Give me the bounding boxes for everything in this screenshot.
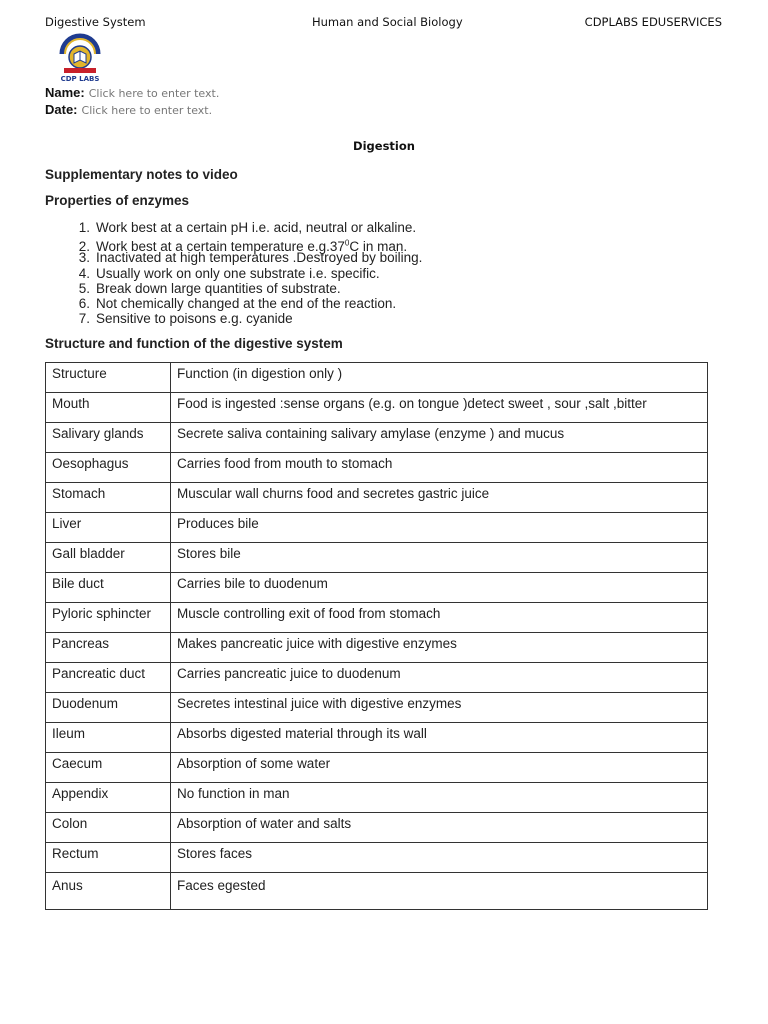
date-input[interactable]: Click here to enter text. <box>81 104 213 117</box>
list-item: 2. Work best at a certain temperature $e.g.37^0C$ in man. <box>78 238 408 254</box>
structure-cell: Mouth <box>46 393 171 423</box>
table-header-cell: Function (in digestion only ) <box>171 363 708 393</box>
list-item: 5. Break down large quantities of substrate. <box>78 280 341 296</box>
heading-supplementary: Supplementary notes to video <box>45 167 238 182</box>
structure-cell: Appendix <box>46 783 171 813</box>
table-header-row <box>46 363 708 393</box>
table-row <box>46 753 708 783</box>
function-cell: Carries pancreatic juice to duodenum <box>171 663 708 693</box>
heading-structure-function: Structure and function of the digestive system <box>45 336 343 351</box>
table-row <box>46 813 708 843</box>
function-cell: Absorption of some water <box>171 753 708 783</box>
table-row <box>46 873 708 910</box>
function-cell: Carries food from mouth to stomach <box>171 453 708 483</box>
function-cell: Stores faces <box>171 843 708 873</box>
function-cell: Makes pancreatic juice with digestive enzymes <box>171 633 708 663</box>
function-cell: No function in man <box>171 783 708 813</box>
table-row <box>46 843 708 873</box>
table-row <box>46 783 708 813</box>
structure-cell: Pancreas <box>46 633 171 663</box>
function-cell: Food is ingested :sense organs (e.g. on tongue )detect sweet , sour ,salt ,bitter <box>171 393 708 423</box>
structure-cell: Salivary glands <box>46 423 171 453</box>
structure-cell: Stomach <box>46 483 171 513</box>
function-cell: Secrete saliva containing salivary amylase (enzyme ) and mucus <box>171 423 708 453</box>
structure-cell: Bile duct <box>46 573 171 603</box>
name-input[interactable]: Click here to enter text. <box>88 87 220 100</box>
structure-cell: Pyloric sphincter <box>46 603 171 633</box>
table-row <box>46 603 708 633</box>
function-cell: Carries bile to duodenum <box>171 573 708 603</box>
name-label: Name: <box>45 85 85 100</box>
structure-cell: Pancreatic duct <box>46 663 171 693</box>
structure-cell: Caecum <box>46 753 171 783</box>
list-item: 4. Usually work on only one substrate i.e. specific. <box>78 265 380 281</box>
function-cell: Produces bile <box>171 513 708 543</box>
function-cell: Absorbs digested material through its wall <box>171 723 708 753</box>
date-field-row <box>45 102 212 117</box>
table-row <box>46 633 708 663</box>
function-cell: Stores bile <box>171 543 708 573</box>
function-cell: Absorption of water and salts <box>171 813 708 843</box>
table-row <box>46 723 708 753</box>
function-cell: Secretes intestinal juice with digestive enzymes <box>171 693 708 723</box>
table-row <box>46 393 708 423</box>
table-row <box>46 573 708 603</box>
function-cell: Muscle controlling exit of food from stomach <box>171 603 708 633</box>
header-right: CDPLABS EDUSERVICES <box>584 15 722 29</box>
function-cell: Faces egested <box>171 873 708 910</box>
table-row <box>46 513 708 543</box>
structure-cell: Oesophagus <box>46 453 171 483</box>
logo-text: CDP LABS <box>60 75 100 83</box>
structure-cell: Colon <box>46 813 171 843</box>
header-center: Human and Social Biology <box>312 15 463 29</box>
table-row <box>46 423 708 453</box>
list-item: 6. Not chemically changed at the end of the reaction. <box>78 295 397 311</box>
table-row <box>46 483 708 513</box>
list-item: 3. Inactivated at high temperatures .Destroyed by boiling. <box>78 250 423 266</box>
structure-cell: Ileum <box>46 723 171 753</box>
cdp-labs-logo <box>58 32 102 86</box>
date-label: Date: <box>45 102 78 117</box>
document-title: Digestion <box>353 139 415 153</box>
structure-cell: Rectum <box>46 843 171 873</box>
enzyme-properties-list <box>45 220 422 326</box>
structure-cell: Anus <box>46 873 171 910</box>
list-item: 1. Work best at a certain pH i.e. acid, neutral or alkaline. <box>78 220 417 235</box>
table-row <box>46 663 708 693</box>
structure-function-table <box>45 362 708 910</box>
header-left: Digestive System <box>45 15 146 29</box>
structure-cell: Gall bladder <box>46 543 171 573</box>
table-row <box>46 453 708 483</box>
name-field-row <box>45 85 219 100</box>
table-header-cell: Structure <box>46 363 171 393</box>
list-item: 7. Sensitive to poisons e.g. cyanide <box>78 311 293 327</box>
heading-properties: Properties of enzymes <box>45 193 190 208</box>
structure-cell: Duodenum <box>46 693 171 723</box>
function-cell: Muscular wall churns food and secretes gastric juice <box>171 483 708 513</box>
structure-cell: Liver <box>46 513 171 543</box>
table-row <box>46 543 708 573</box>
table-row <box>46 693 708 723</box>
